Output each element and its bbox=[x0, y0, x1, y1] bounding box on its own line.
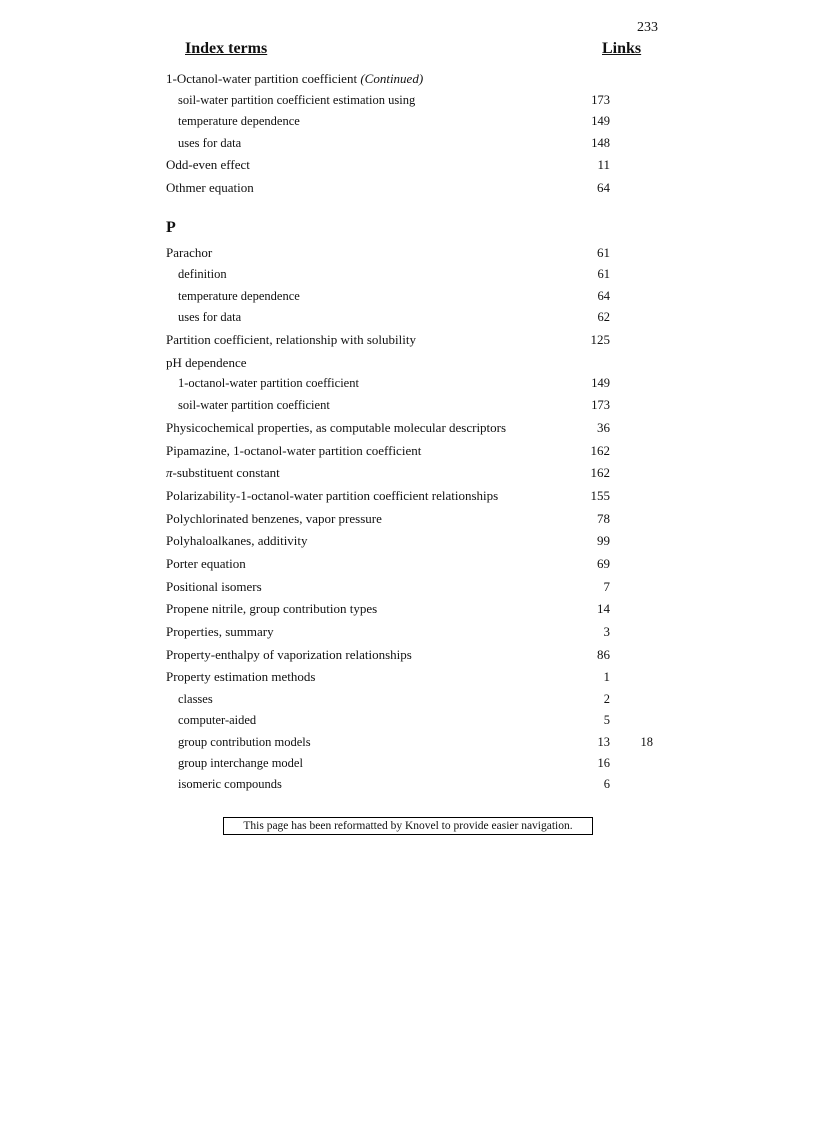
index-entry bbox=[0, 178, 816, 198]
page-link[interactable]: 148 bbox=[591, 136, 610, 150]
page-link[interactable]: 62 bbox=[597, 310, 610, 324]
index-entry bbox=[0, 441, 816, 461]
index-subentry bbox=[0, 710, 816, 730]
footer-note: This page has been reformatted by Knovel to provide easier navigation. bbox=[223, 817, 593, 835]
index-term: group interchange model bbox=[178, 756, 303, 770]
page-link[interactable]: 69 bbox=[597, 556, 610, 571]
page-link[interactable]: 2 bbox=[603, 692, 610, 706]
index-subentry bbox=[0, 753, 816, 773]
continued-label: (Continued) bbox=[360, 71, 424, 86]
index-subentry bbox=[0, 133, 816, 153]
index-subentry bbox=[0, 264, 816, 284]
index-term: uses for data bbox=[178, 136, 242, 150]
page-link[interactable]: 6 bbox=[603, 777, 610, 791]
page-link[interactable]: 64 bbox=[597, 289, 610, 303]
page-link[interactable]: 162 bbox=[590, 443, 610, 458]
index-term: 1-octanol-water partition coefficient bbox=[178, 376, 359, 390]
page-link[interactable]: 149 bbox=[591, 114, 610, 128]
index-term: Polarizability-1-octanol-water partition coefficient relationships bbox=[166, 488, 499, 503]
index-term: isomeric compounds bbox=[178, 777, 282, 791]
index-term: Positional isomers bbox=[166, 579, 262, 594]
page-link[interactable]: 5 bbox=[603, 713, 610, 727]
index-term: temperature dependence bbox=[178, 114, 300, 128]
page-link[interactable]: 18 bbox=[640, 735, 653, 749]
page-link[interactable]: 162 bbox=[590, 465, 610, 480]
index-entry bbox=[0, 667, 816, 687]
page-link[interactable]: 173 bbox=[591, 93, 610, 107]
index-term: definition bbox=[178, 267, 227, 281]
index-term: Physicochemical properties, as computable molecular descriptors bbox=[166, 420, 507, 435]
index-entry bbox=[0, 622, 816, 642]
index-term: Odd-even effect bbox=[166, 157, 250, 172]
pi-symbol: π bbox=[166, 465, 173, 480]
index-term: pH dependence bbox=[166, 355, 247, 370]
index-subentry bbox=[0, 774, 816, 794]
index-term: Polyhaloalkanes, additivity bbox=[166, 533, 308, 548]
index-entry bbox=[0, 577, 816, 597]
index-term: uses for data bbox=[178, 310, 242, 324]
index-entry bbox=[0, 463, 816, 483]
index-entry bbox=[0, 486, 816, 506]
page-link[interactable]: 173 bbox=[591, 398, 610, 412]
page-link[interactable]: 16 bbox=[597, 756, 610, 770]
index-subentry bbox=[0, 111, 816, 131]
index-subentry bbox=[0, 307, 816, 327]
page-link[interactable]: 7 bbox=[603, 579, 610, 594]
index-term: Property-enthalpy of vaporization relationships bbox=[166, 647, 412, 662]
page-link[interactable]: 86 bbox=[597, 647, 610, 662]
index-entry bbox=[0, 554, 816, 574]
index-entry bbox=[0, 509, 816, 529]
index-term: soil-water partition coefficient estimation using bbox=[178, 93, 416, 107]
index-term: Polychlorinated benzenes, vapor pressure bbox=[166, 511, 382, 526]
page-link[interactable]: 61 bbox=[597, 267, 610, 281]
index-subentry bbox=[0, 689, 816, 709]
index-subentry bbox=[0, 373, 816, 393]
index-subentry bbox=[0, 395, 816, 415]
section-letter: P bbox=[166, 219, 176, 236]
index-entry bbox=[0, 531, 816, 551]
index-term: Property estimation methods bbox=[166, 669, 316, 684]
index-term: 1-Octanol-water partition coefficient (Continued) bbox=[166, 71, 424, 86]
page-link[interactable]: 11 bbox=[597, 157, 610, 172]
index-terms-header: Index terms bbox=[185, 40, 268, 57]
index-term: temperature dependence bbox=[178, 289, 300, 303]
index-subentry bbox=[0, 286, 816, 306]
index-entry bbox=[0, 418, 816, 438]
index-entry bbox=[0, 599, 816, 619]
index-term: Othmer equation bbox=[166, 180, 254, 195]
page-link[interactable]: 125 bbox=[590, 332, 610, 347]
page-link[interactable]: 3 bbox=[603, 624, 610, 639]
page-link[interactable]: 99 bbox=[597, 533, 610, 548]
page-link[interactable]: 61 bbox=[597, 245, 610, 260]
index-subentry bbox=[0, 90, 816, 110]
index-entry bbox=[0, 330, 816, 350]
index-entry bbox=[0, 243, 816, 263]
index-entry bbox=[0, 353, 816, 373]
page-link[interactable]: 13 bbox=[597, 735, 610, 749]
page-link[interactable]: 155 bbox=[590, 488, 610, 503]
index-term: computer-aided bbox=[178, 713, 257, 727]
index-term: Pipamazine, 1-octanol-water partition coefficient bbox=[166, 443, 422, 458]
index-term: Properties, summary bbox=[166, 624, 274, 639]
index-term: Parachor bbox=[166, 245, 213, 260]
index-entry bbox=[0, 69, 816, 89]
links-header: Links bbox=[602, 40, 642, 57]
index-subentry bbox=[0, 732, 816, 752]
index-term: soil-water partition coefficient bbox=[178, 398, 330, 412]
index-term: group contribution models bbox=[178, 735, 311, 749]
page-link[interactable]: 64 bbox=[597, 180, 610, 195]
index-term: Porter equation bbox=[166, 556, 246, 571]
index-term: classes bbox=[178, 692, 213, 706]
page-number: 233 bbox=[637, 20, 658, 35]
index-entry bbox=[0, 645, 816, 665]
page-link[interactable]: 149 bbox=[591, 376, 610, 390]
index-term: π-substituent constant bbox=[166, 465, 280, 480]
page-link[interactable]: 1 bbox=[603, 669, 610, 684]
index-term: Propene nitrile, group contribution types bbox=[166, 601, 378, 616]
page-link[interactable]: 14 bbox=[597, 601, 610, 616]
index-term: Partition coefficient, relationship with solubility bbox=[166, 332, 416, 347]
index-entry bbox=[0, 155, 816, 175]
page-link[interactable]: 36 bbox=[597, 420, 610, 435]
page-link[interactable]: 78 bbox=[597, 511, 610, 526]
